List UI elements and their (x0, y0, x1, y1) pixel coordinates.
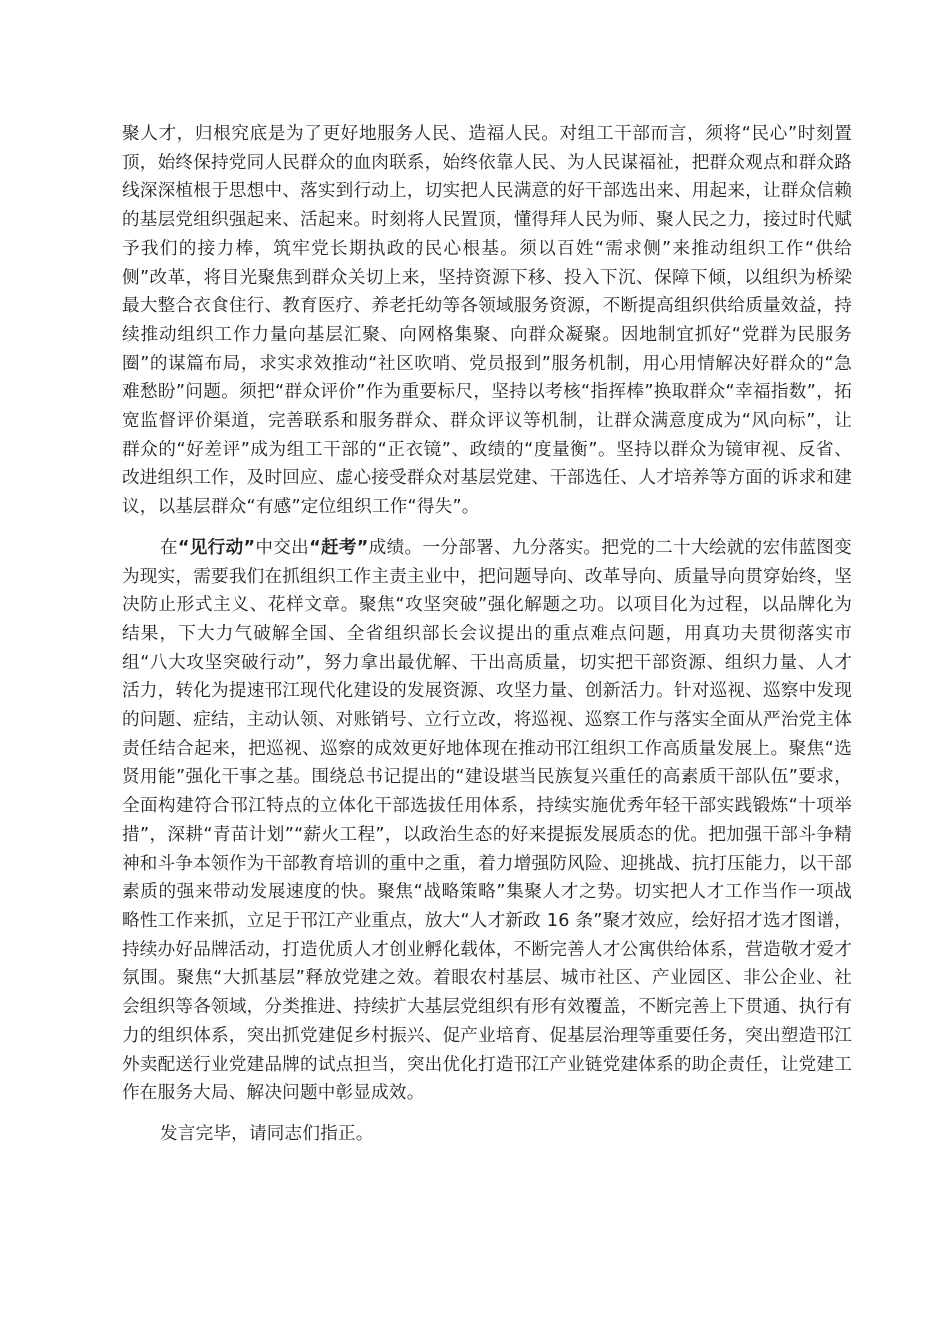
paragraph-action-lead-3: 中交出 (255, 537, 310, 558)
paragraph-action (122, 534, 852, 1108)
paragraph-action-lead-1: 在 (160, 537, 178, 558)
paragraph-people-centered: 聚人才，归根究底是为了更好地服务人民、造福人民。对组工干部而言，须将“民心”时刻置顶，始终保持党同人民群众的血肉联系，始终依靠人民、为人民谋福祉，把群众观点和群众路线深深植根于思想中、落实到行动上，切实把人民满意的好干部选出来、用起来，让群众信赖的基层党组织强起来、活起来。时刻将人民置顶，懂得拜人民为师、聚人民之力，接过时代赋予我们的接力棒，筑牢党长期执政的民心根基。须以百姓“需求侧”来推动组织工作“供给侧”改革，将目光聚焦到群众关切上来，坚持资源下移、投入下沉、保障下倾，以组织为桥梁最大整合衣食住行、教育医疗、养老托幼等各领域服务资源，不断提高组织供给质量效益，持续推动组织工作力量向基层汇聚、向网格集聚、向群众凝聚。因地制宜抓好“党群为民服务圈”的谋篇布局，求实求效推动“社区吹哨、党员报到”服务机制，用心用情解决好群众的“急难愁盼”问题。须把“群众评价”作为重要标尺，坚持以考核“指挥棒”换取群众“幸福指数”，拓宽监督评价渠道，完善联系和服务群众、群众评议等机制，让群众满意度成为“风向标”，让群众的“好差评”成为组工干部的“正衣镜”、政绩的“度量衡”。坚持以群众为镜审视、反省、改进组织工作，及时回应、虚心接受群众对基层党建、干部选任、人才培养等方面的诉求和建议，以基层群众“有感”定位组织工作“得失”。 (122, 124, 852, 518)
document-page (122, 120, 852, 1149)
paragraph-action-lead-2: “见行动” (177, 537, 256, 558)
closing-paragraph: 发言完毕，请同志们指正。 (160, 1123, 374, 1144)
paragraph-action-body: 成绩。一分部署、九分落实。把党的二十大绘就的宏伟蓝图变为现实，需要我们在抓组织工作主责主业中，把问题导向、改革导向、质量导向贯穿始终，坚决防止形式主义、花样文章。聚焦“攻坚突破”强化解题之功。以项目化为过程，以品牌化为结果，下大力气破解全国、全省组织部长会议提出的重点难点问题，用真功夫贯彻落实市组“八大攻坚突破行动”，努力拿出最优解、干出高质量，切实把干部资源、组织力量、人才活力，转化为提速邗江现代化建设的发展资源、攻坚力量、创新活力。针对巡视、巡察中发现的问题、症结，主动认领、对账销号、立行立改，将巡视、巡察工作与落实全面从严治党主体责任结合起来，把巡视、巡察的成效更好地体现在推动邗江组织工作高质量发展上。聚焦“选贤用能”强化干事之基。围绕总书记提出的“建设堪当民族复兴重任的高素质干部队伍”要求，全面构建符合邗江特点的立体化干部选拔任用体系，持续实施优秀年轻干部实践锻炼“十项举措”，深耕“青苗计划”“薪火工程”，以政治生态的好来提振发展质态的优。把加强干部斗争精神和斗争本领作为干部教育培训的重中之重，着力增强防风险、迎挑战、抗打压能力，以干部素质的强来带动发展速度的快。聚焦“战略策略”集聚人才之势。切实把人才工作当作一项战略性工作来抓，立足于邗江产业重点，放大“人才新政 16 条”聚才效应，绘好招才选才图谱，持续办好品牌活动，打造优质人才创业孵化载体，不断完善人才公寓供给体系，营造敬才爱才氛围。聚焦“大抓基层”释放党建之效。着眼农村基层、城市社区、产业园区、非公企业、社会组织等各领域，分类推进、持续扩大基层党组织有形有效覆盖，不断完善上下贯通、执行有力的组织体系，突出抓党建促乡村振兴、促产业培育、促基层治理等重要任务，突出塑造邗江外卖配送行业党建品牌的试点担当，突出优化打造邗江产业链党建体系的助企责任，让党建工作在服务大局、解决问题中彰显成效。 (122, 537, 852, 1104)
paragraph-action-lead-4: “赶考” (309, 537, 369, 558)
